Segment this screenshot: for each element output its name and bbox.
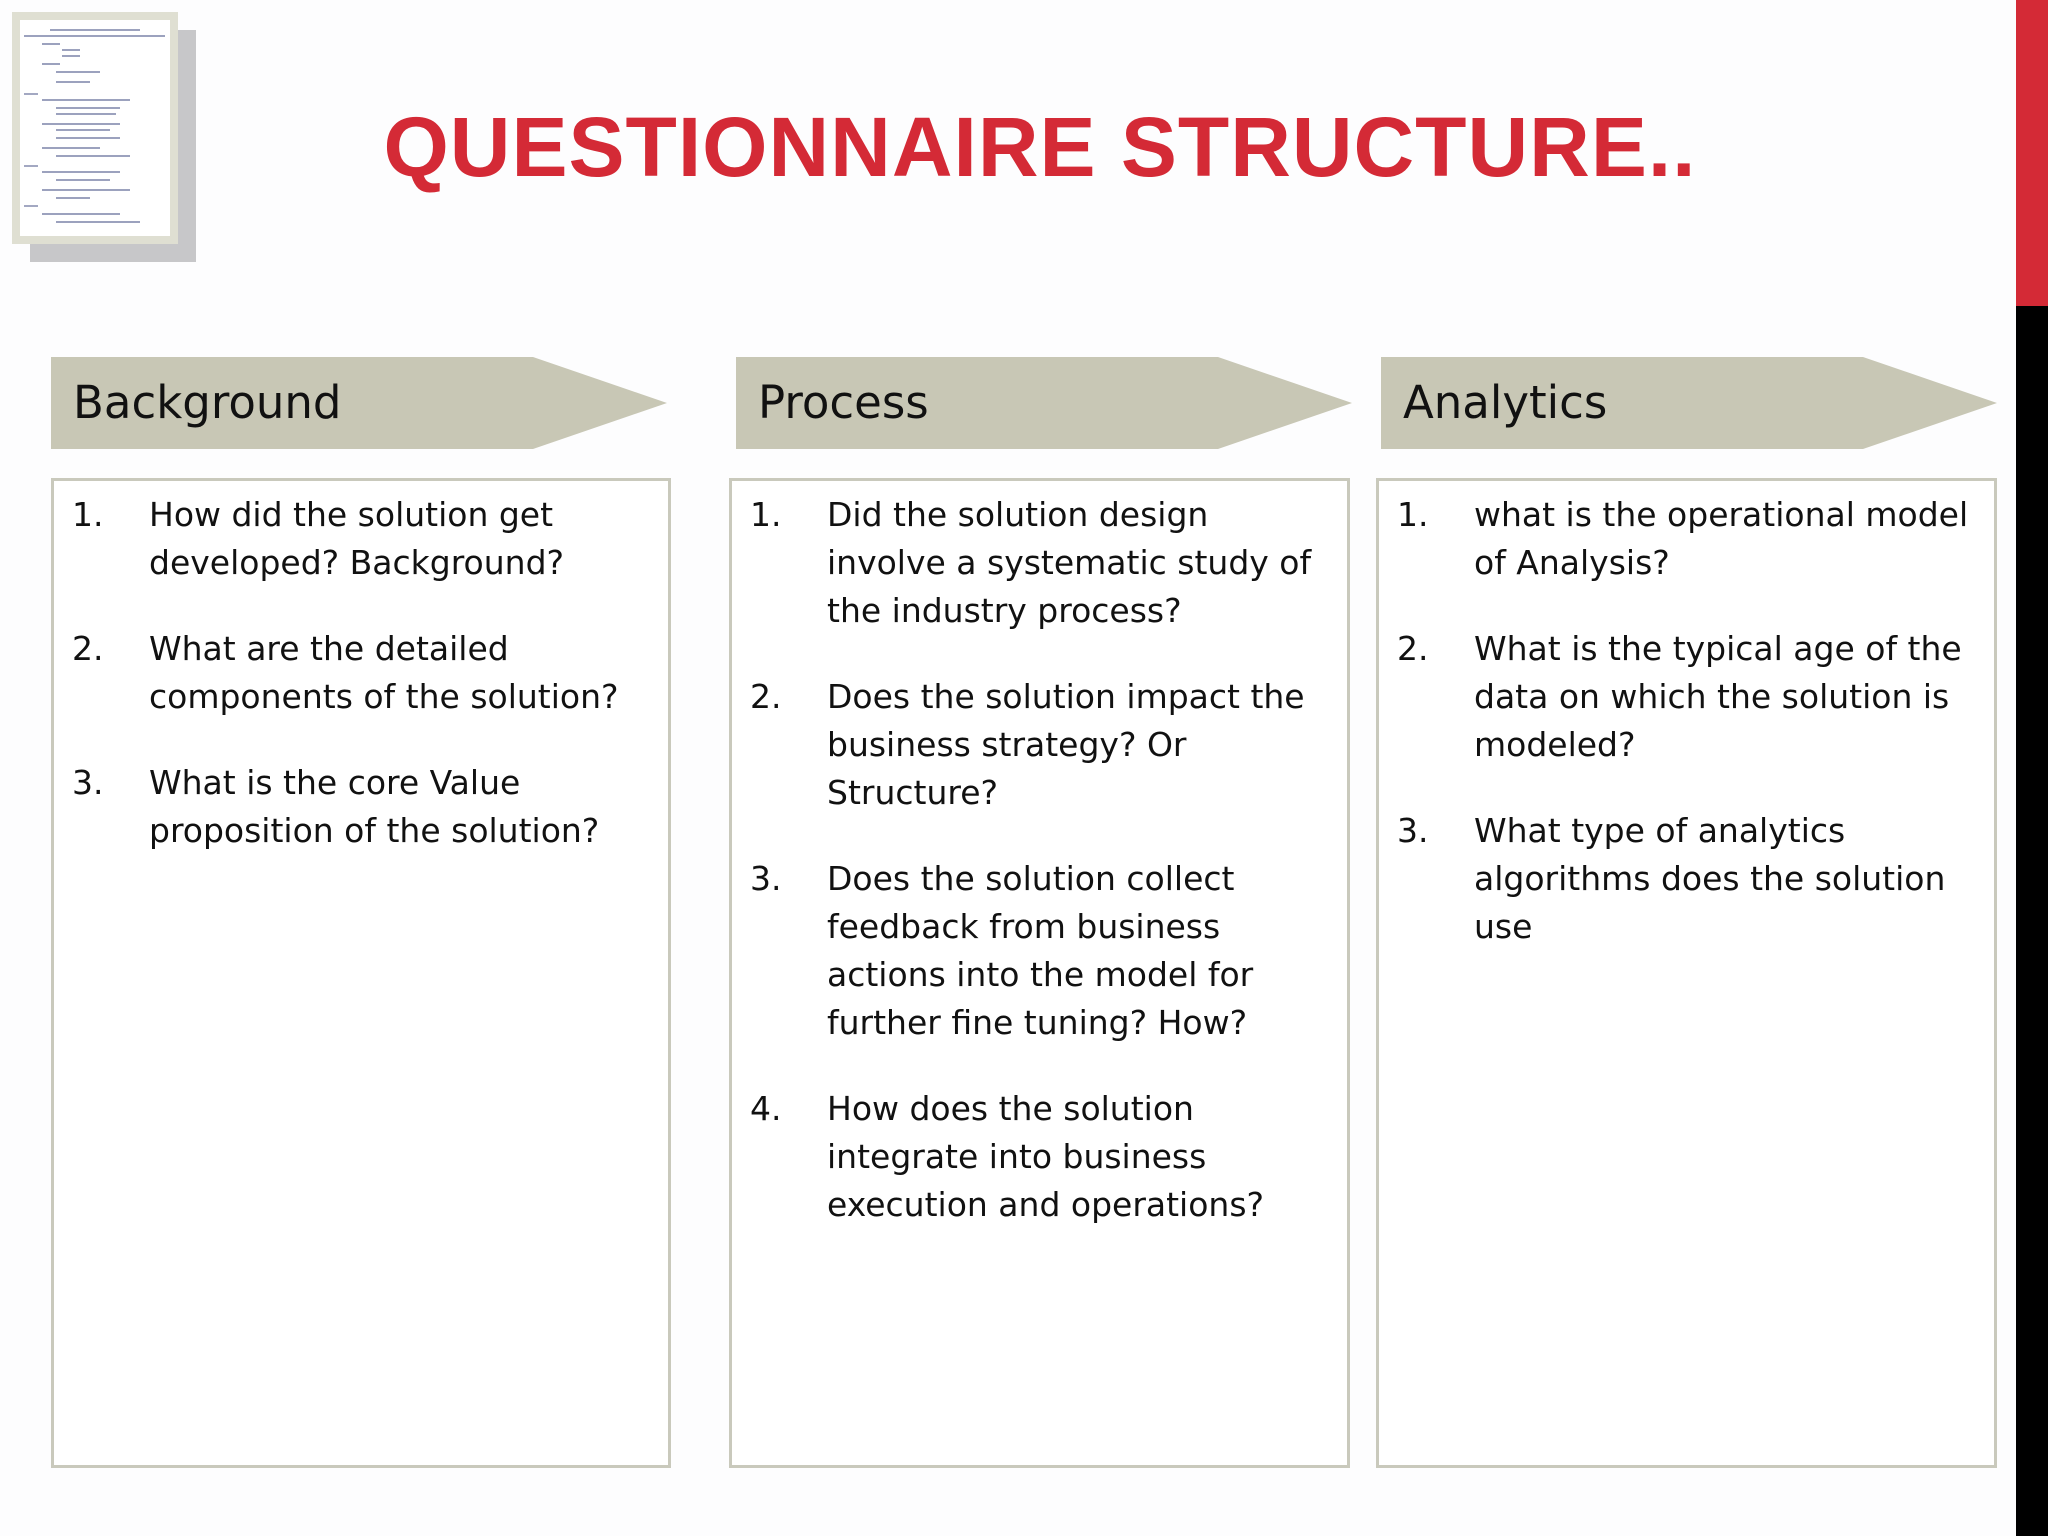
column-header-analytics [1381,357,1997,449]
list-item [72,491,652,587]
list-item-number: 3. [72,763,104,802]
list-item-text: How did the solution get developed? Background? [149,495,565,582]
slide-title: QUESTIONNAIRE STRUCTURE.. [383,100,1697,194]
column-box-process [729,478,1350,1468]
list-item-number: 3. [1397,811,1429,850]
list-item [1397,807,1978,951]
accent-bar-red [2016,0,2048,306]
list-item-number: 2. [750,677,782,716]
column-header-label: Process [758,376,929,429]
column-header-background [51,357,667,449]
list-item-text: Does the solution collect feedback from business actions into the model for further fine tuning? How? [827,859,1254,1042]
list-item [750,491,1331,635]
list-item-number: 1. [72,495,104,534]
list-item [750,673,1331,817]
column-box-analytics [1376,478,1997,1468]
column-header-process [736,357,1352,449]
list-item-text: Did the solution design involve a systematic study of the industry process? [827,495,1312,630]
list-item-number: 1. [750,495,782,534]
column-header-label: Analytics [1403,376,1608,429]
accent-bar-black [2016,306,2048,1536]
column-header-label: Background [73,376,342,429]
list-item [1397,625,1978,769]
list-item [72,759,652,855]
list-item-number: 1. [1397,495,1429,534]
document-icon [12,12,196,262]
list-item-number: 2. [72,629,104,668]
list-item-number: 2. [1397,629,1429,668]
list-item [72,625,652,721]
list-item-text: What type of analytics algorithms does the solution use [1474,811,1946,946]
list-item [750,1085,1331,1229]
list-item-text: What is the typical age of the data on which the solution is modeled? [1474,629,1962,764]
list-item-number: 3. [750,859,782,898]
list-item-text: How does the solution integrate into business execution and operations? [827,1089,1265,1224]
column-box-background [51,478,671,1468]
list-item [1397,491,1978,587]
list-item-text: what is the operational model of Analysis? [1474,495,1969,582]
list-item-number: 4. [750,1089,782,1128]
list-item [750,855,1331,1047]
list-item-text: What are the detailed components of the solution? [149,629,619,716]
list-item-text: Does the solution impact the business strategy? Or Structure? [827,677,1305,812]
list-item-text: What is the core Value proposition of the solution? [149,763,600,850]
